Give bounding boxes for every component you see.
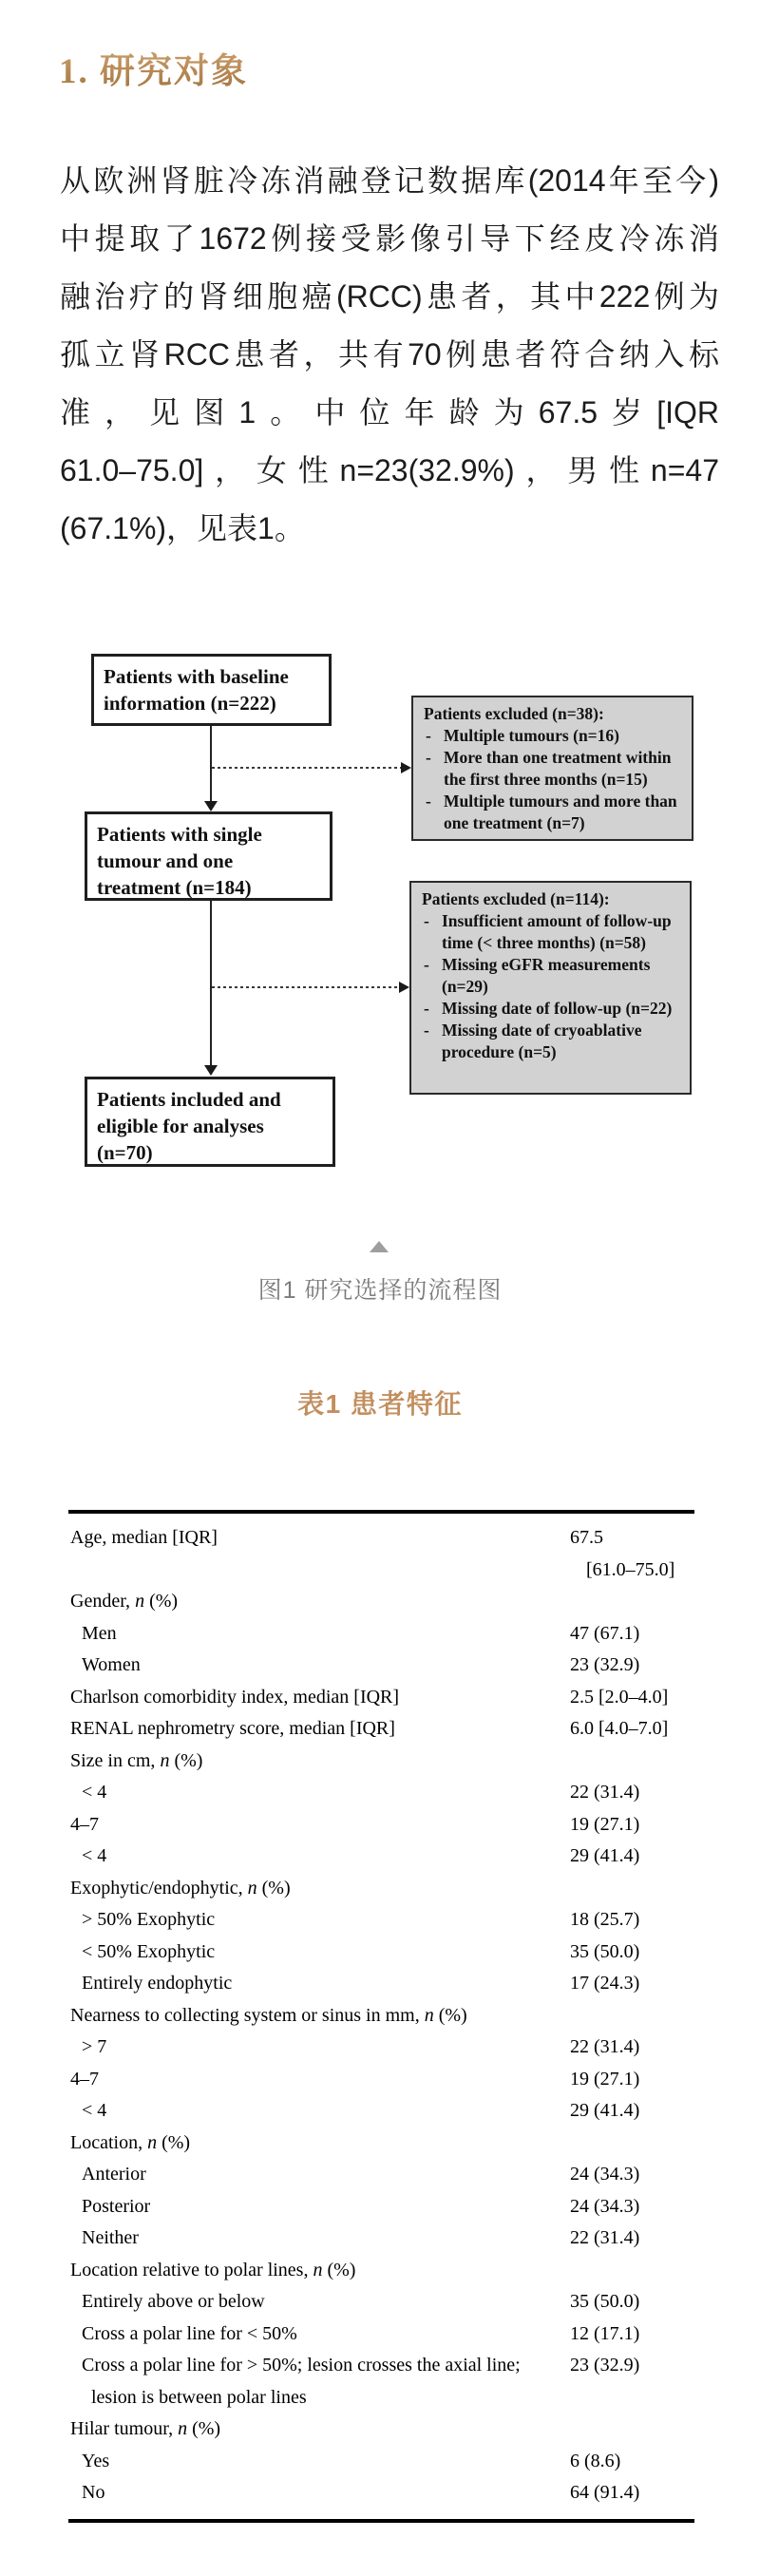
row-label: Exophytic/endophytic, n (%) [70,1877,291,1899]
table-row [68,1841,694,1873]
row-value: 17 (24.3) [570,1973,640,1994]
table-row [68,2477,694,2509]
arrow-right-icon [401,762,411,773]
row-label: 4–7 [70,2068,99,2089]
table-row [68,2446,694,2478]
table-row [68,2159,694,2191]
exclusion-item: - Missing eGFR measurements (n=29) [422,954,682,998]
row-value: 64 (91.4) [570,2482,640,2503]
row-label: Cross a polar line for < 50% [82,2322,297,2344]
row-label: Anterior [82,2164,146,2185]
table-row [68,2000,694,2032]
row-label: Location, n (%) [70,2131,191,2153]
table-row [68,1777,694,1809]
row-label: Age, median [IQR] [70,1527,218,1548]
flow-dotted-line-1 [212,767,402,769]
table-row [68,1586,694,1618]
table-row [68,1650,694,1682]
row-value: 23 (32.9) [570,2355,640,2376]
exclusion-list [422,910,682,1063]
flow-exclusion-box-2 [409,881,692,1095]
table-row [68,2286,694,2318]
section-heading: 1. 研究对象 [59,42,248,93]
table-row [68,2032,694,2064]
row-label: 4–7 [70,1813,99,1835]
figure-caption: 图1 研究选择的流程图 [257,1277,503,1304]
exclusion-item: - Insufficient amount of follow-up time (< three months) (n=58) [422,910,682,954]
row-label: Entirely endophytic [82,1973,233,1994]
row-value: 22 (31.4) [570,2036,640,2057]
paragraph-line: 融治疗的肾细胞癌(RCC)患者，其中222例为 [60,279,719,314]
flow-box-single-tumour: Patients with single tumour and one treatment (n=184) [85,811,332,901]
row-label: Charlson comorbidity index, median [IQR] [70,1686,400,1708]
row-value: 24 (34.3) [570,2164,640,2185]
row-value-line2: [61.0–75.0] [586,1558,675,1580]
flow-arrow-line-1 [210,726,212,805]
exclusion-title: Patients excluded (n=38): [424,704,604,723]
table-row [68,2191,694,2223]
row-label: Neither [82,2227,139,2248]
paragraph-line: 孤立肾RCC患者，共有70例患者符合纳入标 [60,337,719,372]
table-row [68,2128,694,2160]
row-value: 35 (50.0) [570,1940,640,1962]
paragraph-line: (67.1%)，见表1。 [60,511,305,545]
row-label: Entirely above or below [82,2291,265,2312]
row-value: 29 (41.4) [570,1845,640,1866]
exclusion-item: - Multiple tumours (n=16) [424,725,684,747]
table-row [68,1746,694,1778]
row-value: 24 (34.3) [570,2195,640,2217]
table-row [68,2095,694,2128]
row-label: RENAL nephrometry score, median [IQR] [70,1718,395,1739]
table-row [68,2064,694,2096]
flow-arrow-line-2 [210,901,212,1066]
arrow-down-icon [204,801,218,811]
table-row [68,1904,694,1937]
collapse-arrow-icon[interactable] [370,1241,389,1252]
table-row [68,1873,694,1905]
row-label: Cross a polar line for > 50%; lesion crosses the axial line; lesion is between polar lines [82,2355,521,2408]
row-label: Men [82,1622,117,1644]
row-value: 18 (25.7) [570,1909,640,1930]
row-label: > 7 [82,2036,107,2057]
row-label: Size in cm, n (%) [70,1749,203,1771]
table-title: 表1 患者特征 [297,1389,463,1419]
row-label: Gender, n (%) [70,1591,179,1612]
row-label: < 4 [82,1845,107,1866]
table-row [68,2350,694,2414]
table-row [68,1968,694,2000]
row-value: 6.0 [4.0–7.0] [570,1718,669,1739]
table-row [68,1937,694,1969]
row-label: < 50% Exophytic [82,1940,216,1962]
table-row [68,2318,694,2351]
row-value: 12 (17.1) [570,2322,640,2344]
row-label: Location relative to polar lines, n (%) [70,2259,356,2280]
paragraph-line: 准，见图1。中位年龄为67.5岁[IQR [60,395,719,429]
exclusion-list [424,725,684,834]
patient-characteristics-table [68,1510,694,2523]
row-label: Posterior [82,2195,151,2217]
row-value: 29 (41.4) [570,2100,640,2121]
paragraph-line: 中提取了1672例接受影像引导下经皮冷冻消 [60,221,719,256]
row-label: > 50% Exophytic [82,1909,216,1930]
row-value: 22 (31.4) [570,1782,640,1803]
flow-box-baseline: Patients with baseline information (n=222) [91,654,332,726]
arrow-down-icon [204,1065,218,1076]
flow-dotted-line-2 [212,986,400,988]
row-value: 19 (27.1) [570,1813,640,1835]
row-label: No [82,2482,105,2503]
row-label: Hilar tumour, n (%) [70,2418,221,2439]
exclusion-item: - Missing date of cryoablative procedure (n=5) [422,1020,682,1063]
row-label: Women [82,1654,141,1675]
table-row [68,2255,694,2287]
table-row [68,1682,694,1714]
exclusion-item: - More than one treatment within the first three months (n=15) [424,747,684,791]
row-label: Yes [82,2450,110,2471]
row-value: 35 (50.0) [570,2291,640,2312]
paragraph-line: 61.0–75.0]，女性n=23(32.9%)，男性n=47 [60,453,719,487]
row-value: 6 (8.6) [570,2450,621,2471]
table-row [68,2414,694,2446]
row-label: < 4 [82,2100,107,2121]
table-row [68,1713,694,1746]
flow-exclusion-box-1 [411,696,694,841]
row-value: 67.5 [61.0–75.0] [570,1522,694,1586]
row-value: 22 (31.4) [570,2227,640,2248]
exclusion-item: - Multiple tumours and more than one treatment (n=7) [424,791,684,834]
exclusion-item: - Missing date of follow-up (n=22) [422,998,682,1020]
row-value: 23 (32.9) [570,1654,640,1675]
row-label: Nearness to collecting system or sinus in mm, n (%) [70,2004,467,2026]
paragraph-line: 从欧洲肾脏冷冻消融登记数据库(2014年至今) [60,163,719,198]
exclusion-title: Patients excluded (n=114): [422,889,610,908]
flow-box-included: Patients included and eligible for analyses (n=70) [85,1077,335,1167]
table-row [68,1522,694,1586]
table-row [68,2223,694,2255]
figure1-flowchart [0,0,760,1197]
arrow-right-icon [399,982,409,993]
row-value: 47 (67.1) [570,1622,640,1644]
row-value: 2.5 [2.0–4.0] [570,1686,669,1708]
row-label: < 4 [82,1782,107,1803]
row-value: 19 (27.1) [570,2068,640,2089]
table-row [68,1618,694,1651]
table-row [68,1809,694,1841]
